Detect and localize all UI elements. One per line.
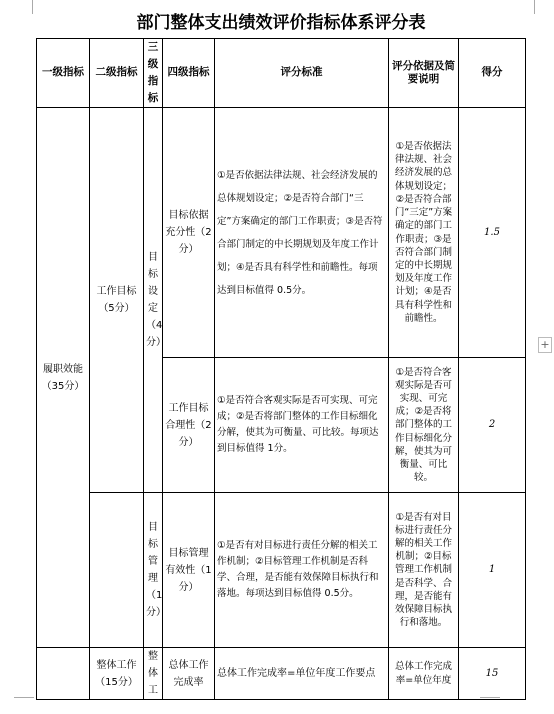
header-score: 得分 — [459, 39, 526, 108]
level3-cell: 整体工 — [144, 648, 163, 700]
level4-cell: 目标管理有效性（1分） — [163, 493, 215, 648]
level1-cell: 履职效能（35分） — [37, 108, 90, 648]
page-corner-mark — [534, 0, 549, 14]
level2-cell-empty — [90, 493, 144, 648]
table-row — [37, 648, 526, 700]
page-corner-mark — [18, 0, 33, 14]
header-level4: 四级指标 — [163, 39, 215, 108]
basis-cell: ①是否有对目标进行责任分解的相关工作机制；②目标管理工作机制是否科学、合理，是否能有效保障目标执行和落地。 — [389, 493, 459, 648]
score-cell: 2 — [459, 358, 526, 493]
header-level3: 三级指标 — [144, 39, 163, 108]
header-level2: 二级指标 — [90, 39, 144, 108]
score-table — [36, 38, 526, 700]
table-row — [37, 493, 526, 648]
page-corner-mark — [14, 697, 34, 712]
criteria-cell: ①是否依据法律法规、社会经济发展的总体规划设定；②是否符合部门“三定”方案确定的部门工作职责；③是否符合部门制定的中长期规划及年度工作计划；④是否具有科学性和前瞻性。每项达到目标值得 0.5分。 — [215, 108, 389, 358]
page-title: 部门整体支出绩效评价指标体系评分表 — [136, 13, 426, 33]
criteria-cell: 总体工作完成率=单位年度工作要点 — [215, 648, 389, 700]
level3-cell: 目标管理（1分） — [144, 493, 163, 648]
table-row — [37, 108, 526, 358]
basis-cell: 总体工作完成率=单位年度 — [389, 648, 459, 700]
score-cell: 1.5 — [459, 108, 526, 358]
add-column-button[interactable]: + — [538, 337, 552, 353]
level4-cell: 工作目标合理性（2分） — [163, 358, 215, 493]
header-basis: 评分依据及简要说明 — [389, 39, 459, 108]
level2-cell: 工作目标（5分） — [90, 108, 144, 493]
header-level1: 一级指标 — [37, 39, 90, 108]
level4-cell: 目标依据充分性（2分） — [163, 108, 215, 358]
score-cell: 1 — [459, 493, 526, 648]
level3-cell: 目标设定（4分） — [144, 108, 163, 493]
criteria-cell: ①是否有对目标进行责任分解的相关工作机制；②目标管理工作机制是否科学、合理，是否能有效保障目标执行和落地。每项达到目标值得 0.5分。 — [215, 493, 389, 648]
criteria-cell: ①是否符合客观实际是否可实现、可完成；②是否将部门整体的工作目标细化分解，使其为可衡量、可比较。每项达到目标值得 1分。 — [215, 358, 389, 493]
header-row — [37, 39, 526, 108]
level2-cell: 整体工作（15分） — [90, 648, 144, 700]
basis-cell: ①是否依据法律法规、社会经济发展的总体规划设定；②是否符合部门“三定”方案确定的部门工作职责；③是否符合部门制定的中长期规划及年度工作计划；④是否具有科学性和前瞻性。 — [389, 108, 459, 358]
basis-cell: ①是否符合客观实际是否可实现、可完成；②是否将部门整体的工作目标细化分解，使其为可衡量、可比较。 — [389, 358, 459, 493]
level1-cell-empty — [37, 648, 90, 700]
score-cell: 15 — [459, 648, 526, 700]
header-criteria: 评分标准 — [215, 39, 389, 108]
level4-cell: 总体工作完成率 — [163, 648, 215, 700]
